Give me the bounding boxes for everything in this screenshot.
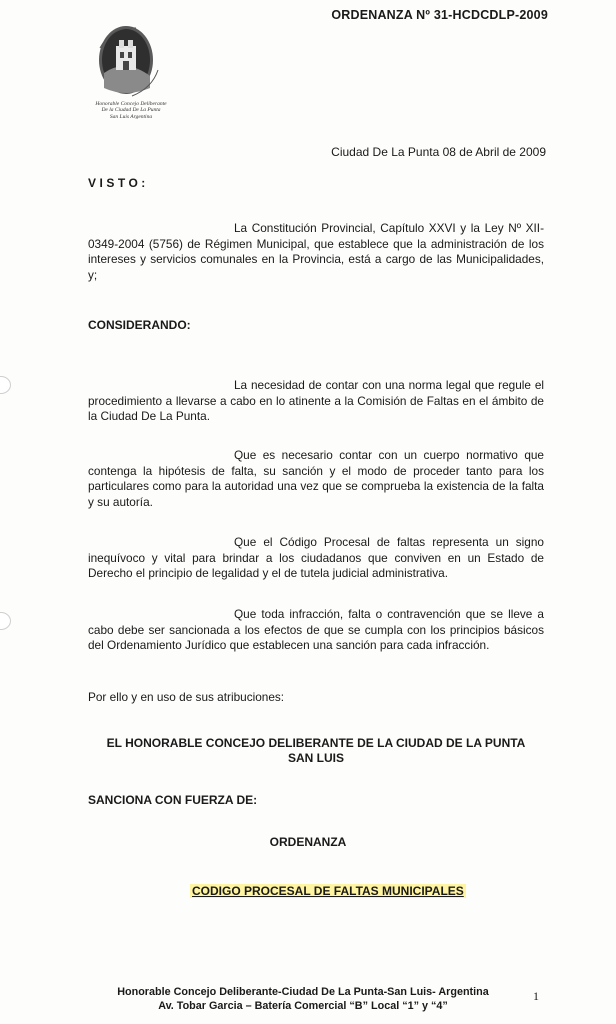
sanciona-heading: SANCIONA CON FUERZA DE:: [88, 793, 258, 807]
considerando-paragraph-1: La necesidad de contar con una norma legal que regule el procedimiento a llevarse a cabo en lo atinente a la Comisión de Faltas en el ámbito de la Ciudad De La Punta.: [88, 378, 544, 423]
considerando-heading: CONSIDERANDO:: [88, 318, 191, 332]
punch-hole-bottom: [0, 612, 11, 630]
document-date: Ciudad De La Punta 08 de Abril de 2009: [331, 145, 546, 159]
visto-paragraph: La Constitución Provincial, Capítulo XXVI y la Ley Nº XII-0349-2004 (5756) de Régimen Municipal, que establece que la administración de los intereses y servicios comunales en la Provincia, está a cargo de las Municipalidades, y;: [88, 221, 544, 282]
considerando-paragraph-3: Que el Código Procesal de faltas representa un signo inequívoco y vital para brindar a los ciudadanos que conviven en un Estado de Derecho el principio de legalidad y el de tutela judicial administrativa.: [88, 535, 544, 580]
visto-heading: VISTO:: [88, 176, 149, 190]
page-number: 1: [533, 989, 539, 1003]
punch-hole-top: [0, 376, 11, 394]
ordenanza-heading: ORDENANZA: [269, 835, 347, 849]
page-footer: Honorable Concejo Deliberante-Ciudad De La Punta-San Luis- Argentina Av. Tobar Garcia – Batería Comercial “B” Local “1” y “4”: [117, 986, 489, 1012]
logo-caption: Honorable Concejo Deliberante De la Ciudad De La Punta San Luis Argentina: [95, 101, 167, 120]
codigo-title: CODIGO PROCESAL DE FALTAS MUNICIPALES: [192, 884, 464, 898]
considerando-paragraph-4: Que toda infracción, falta o contravención que se lleve a cabo debe ser sancionada a los efectos de que se cumpla con los principios básicos del Ordenamiento Jurídico que establecen una sanción para cada infracción.: [88, 607, 544, 652]
ordinance-number: ORDENANZA Nº 31-HCDCDLP-2009: [331, 8, 548, 22]
considerando-paragraph-2: Que es necesario contar con un cuerpo normativo que contenga la hipótesis de falta, su sanción y el modo de proceder tanto para los particulares como para la autoridad una vez que se comprueba la existencia de la falta y su autoría.: [88, 448, 544, 509]
council-logo: [92, 18, 164, 100]
council-heading: EL HONORABLE CONCEJO DELIBERANTE DE LA CIUDAD DE LA PUNTA SAN LUIS: [106, 736, 526, 765]
por-ello-line: Por ello y en uso de sus atribuciones:: [88, 690, 285, 704]
